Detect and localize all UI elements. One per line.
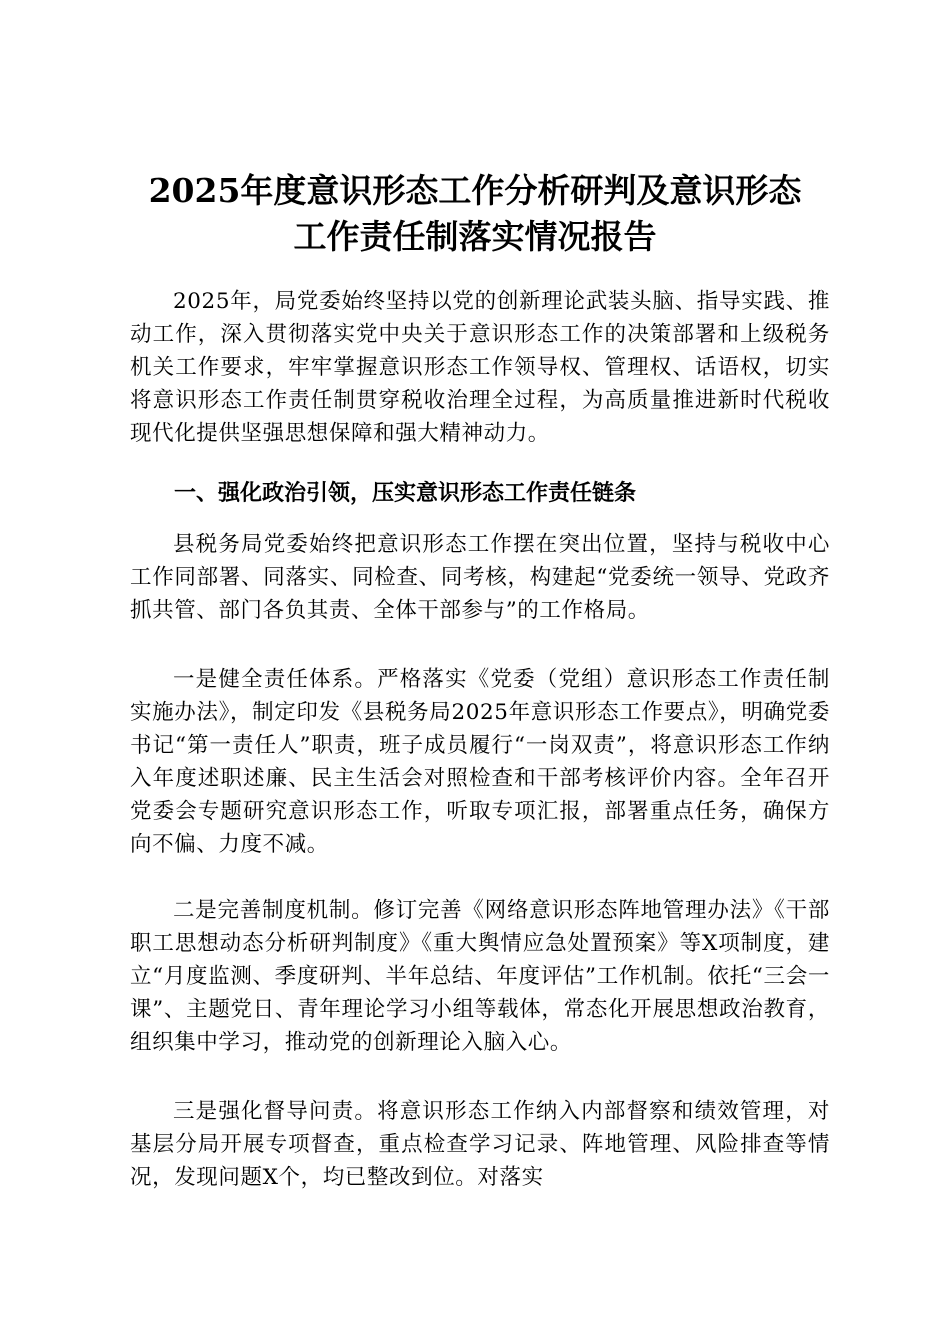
paragraph-responsibility-system: 一是健全责任体系。严格落实《党委（党组）意识形态工作责任制实施办法》，制定印发《县税务局2025年意识形态工作要点》，明确党委书记“第一责任人”职责，班子成员履行“一岗双责”，将意识形态工作纳入年度述职述廉、民主生活会对照检查和干部考核评价内容。全年召开党委会专题研究意识形态工作，听取专项汇报，部署重点任务，确保方向不偏、力度不减。 — [130, 667, 830, 857]
title-line-1: 2025年度意识形态工作分析研判及意识形态 — [148, 171, 802, 210]
paragraph-intro: 2025年，局党委始终坚持以党的创新理论武装头脑、指导实践、推动工作，深入贯彻落实党中央关于意识形态工作的决策部署和上级税务机关工作要求，牢牢掌握意识形态工作领导权、管理权、话语权，切实将意识形态工作责任制贯穿税收治理全过程，为高质量推进新时代税收现代化提供坚强思想保障和强大精神动力。 — [130, 289, 830, 446]
section-heading-1: 一、强化政治引领，压实意识形态工作责任链条 — [174, 481, 637, 506]
paragraph-institutional-mechanism: 二是完善制度机制。修订完善《网络意识形态阵地管理办法》《干部职工思想动态分析研判制度》《重大舆情应急处置预案》等X项制度，建立“月度监测、季度研判、半年总结、年度评估”工作机制。依托“三会一课”、主题党日、青年理论学习小组等载体，常态化开展思想政治教育，组织集中学习，推动党的创新理论入脑入心。 — [130, 898, 830, 1055]
paragraph-supervision-accountability: 三是强化督导问责。将意识形态工作纳入内部督察和绩效管理，对基层分局开展专项督查，重点检查学习记录、阵地管理、风险排查等情况，发现问题X个，均已整改到位。对落实 — [130, 1099, 830, 1190]
paragraph-section-1-intro: 县税务局党委始终把意识形态工作摆在突出位置，坚持与税收中心工作同部署、同落实、同检查、同考核，构建起“党委统一领导、党政齐抓共管、部门各负其责、全体干部参与”的工作格局。 — [130, 532, 830, 623]
document-title — [110, 168, 840, 260]
title-line-2: 工作责任制落实情况报告 — [293, 217, 657, 256]
